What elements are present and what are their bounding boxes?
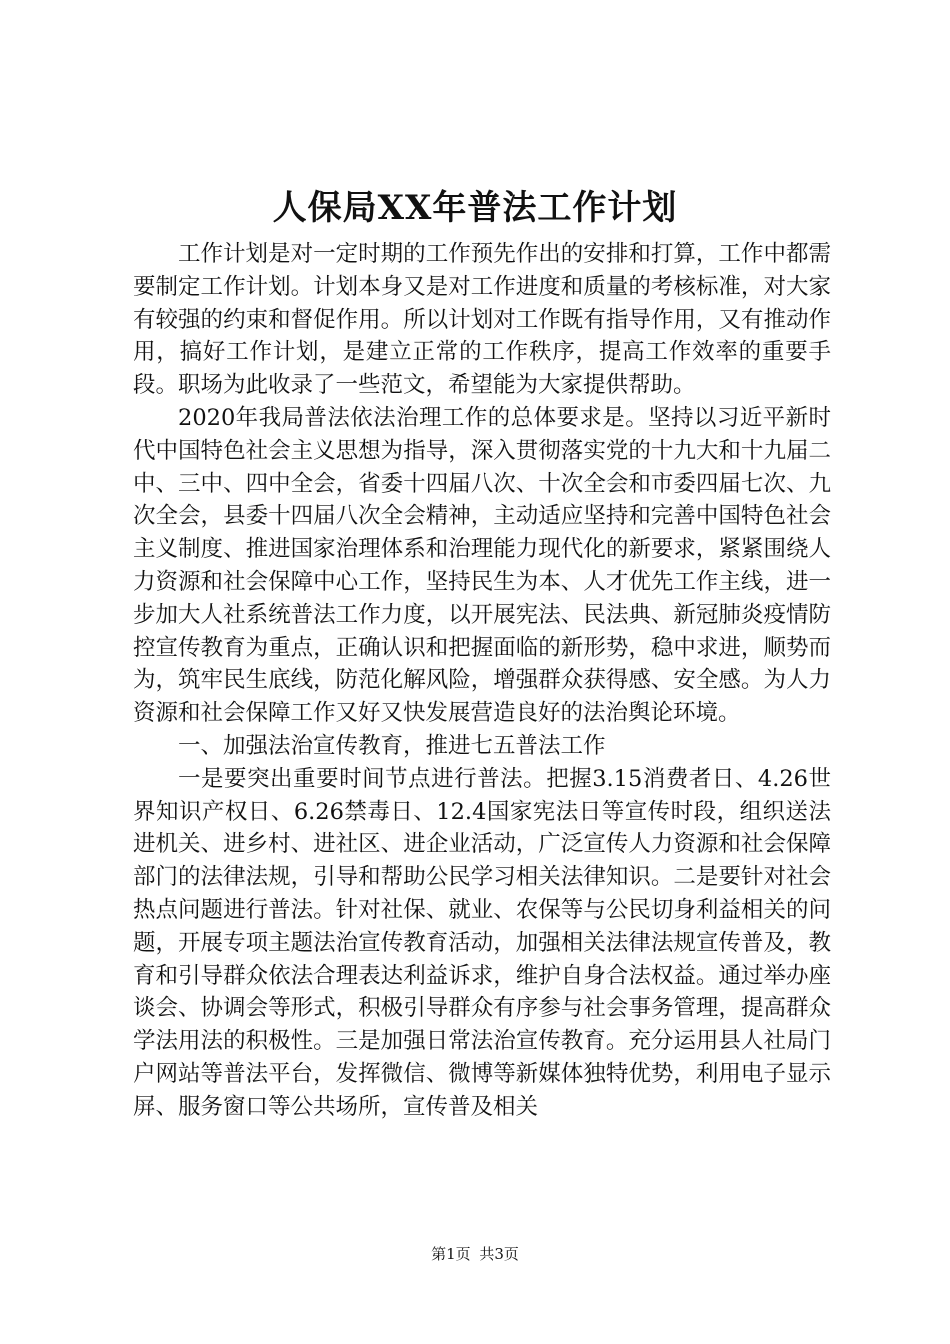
paragraph-section-1-body: 一是要突出重要时间节点进行普法。把握3.15消费者日、4.26世界知识产权日、6.26禁毒日、12.4国家宪法日等宣传时段，组织送法进机关、进乡村、进社区、进企业活动，广泛宣传人力资源和社会保障部门的法律法规，引导和帮助公民学习相关法律知识。二是要针对社会热点问题进行普法。针对社保、就业、农保等与公民切身利益相关的问题，开展专项主题法治宣传教育活动，加强相关法律法规宣传普及，教育和引导群众依法合理表达利益诉求，维护自身合法权益。通过举办座谈会、协调会等形式，积极引导群众有序参与社会事务管理，提高群众学法用法的积极性。三是加强日常法治宣传教育。充分运用县人社局门户网站等普法平台，发挥微信、微博等新媒体独特优势，利用电子显示屏、服务窗口等公共场所，宣传普及相关 xyxy=(133,765,831,1120)
paragraph-overall-requirements: 2020年我局普法依法治理工作的总体要求是。坚持以习近平新时代中国特色社会主义思想为指导，深入贯彻落实党的十九大和十九届二中、三中、四中全会，省委十四届八次、十次全会和市委四届七次、九次全会，县委十四届八次全会精神，主动适应坚持和完善中国特色社会主义制度、推进国家治理体系和治理能力现代化的新要求，紧紧围绕人力资源和社会保障中心工作，坚持民生为本、人才优先工作主线，进一步加大人社系统普法工作力度，以开展宪法、民法典、新冠肺炎疫情防控宣传教育为重点，正确认识和把握面临的新形势，稳中求进，顺势而为，筑牢民生底线，防范化解风险，增强群众获得感、安全感。为人力资源和社会保障工作又好又快发展营造良好的法治舆论环境。 xyxy=(133,404,831,727)
page-number: 第1页 xyxy=(431,1245,471,1263)
document-title: 人保局XX年普法工作计划 xyxy=(272,188,678,228)
paragraph-intro: 工作计划是对一定时期的工作预先作出的安排和打算，工作中都需要制定工作计划。计划本身又是对工作进度和质量的考核标准，对大家有较强的约束和督促作用。所以计划对工作既有指导作用，又有推动作用，搞好工作计划，是建立正常的工作秩序，提高工作效率的重要手段。职场为此收录了一些范文，希望能为大家提供帮助。 xyxy=(133,241,831,399)
page-footer xyxy=(0,1244,950,1264)
section-heading-1: 一、加强法治宣传教育，推进七五普法工作 xyxy=(178,732,606,759)
document-body xyxy=(133,238,831,1124)
page-total: 共3页 xyxy=(479,1245,519,1263)
